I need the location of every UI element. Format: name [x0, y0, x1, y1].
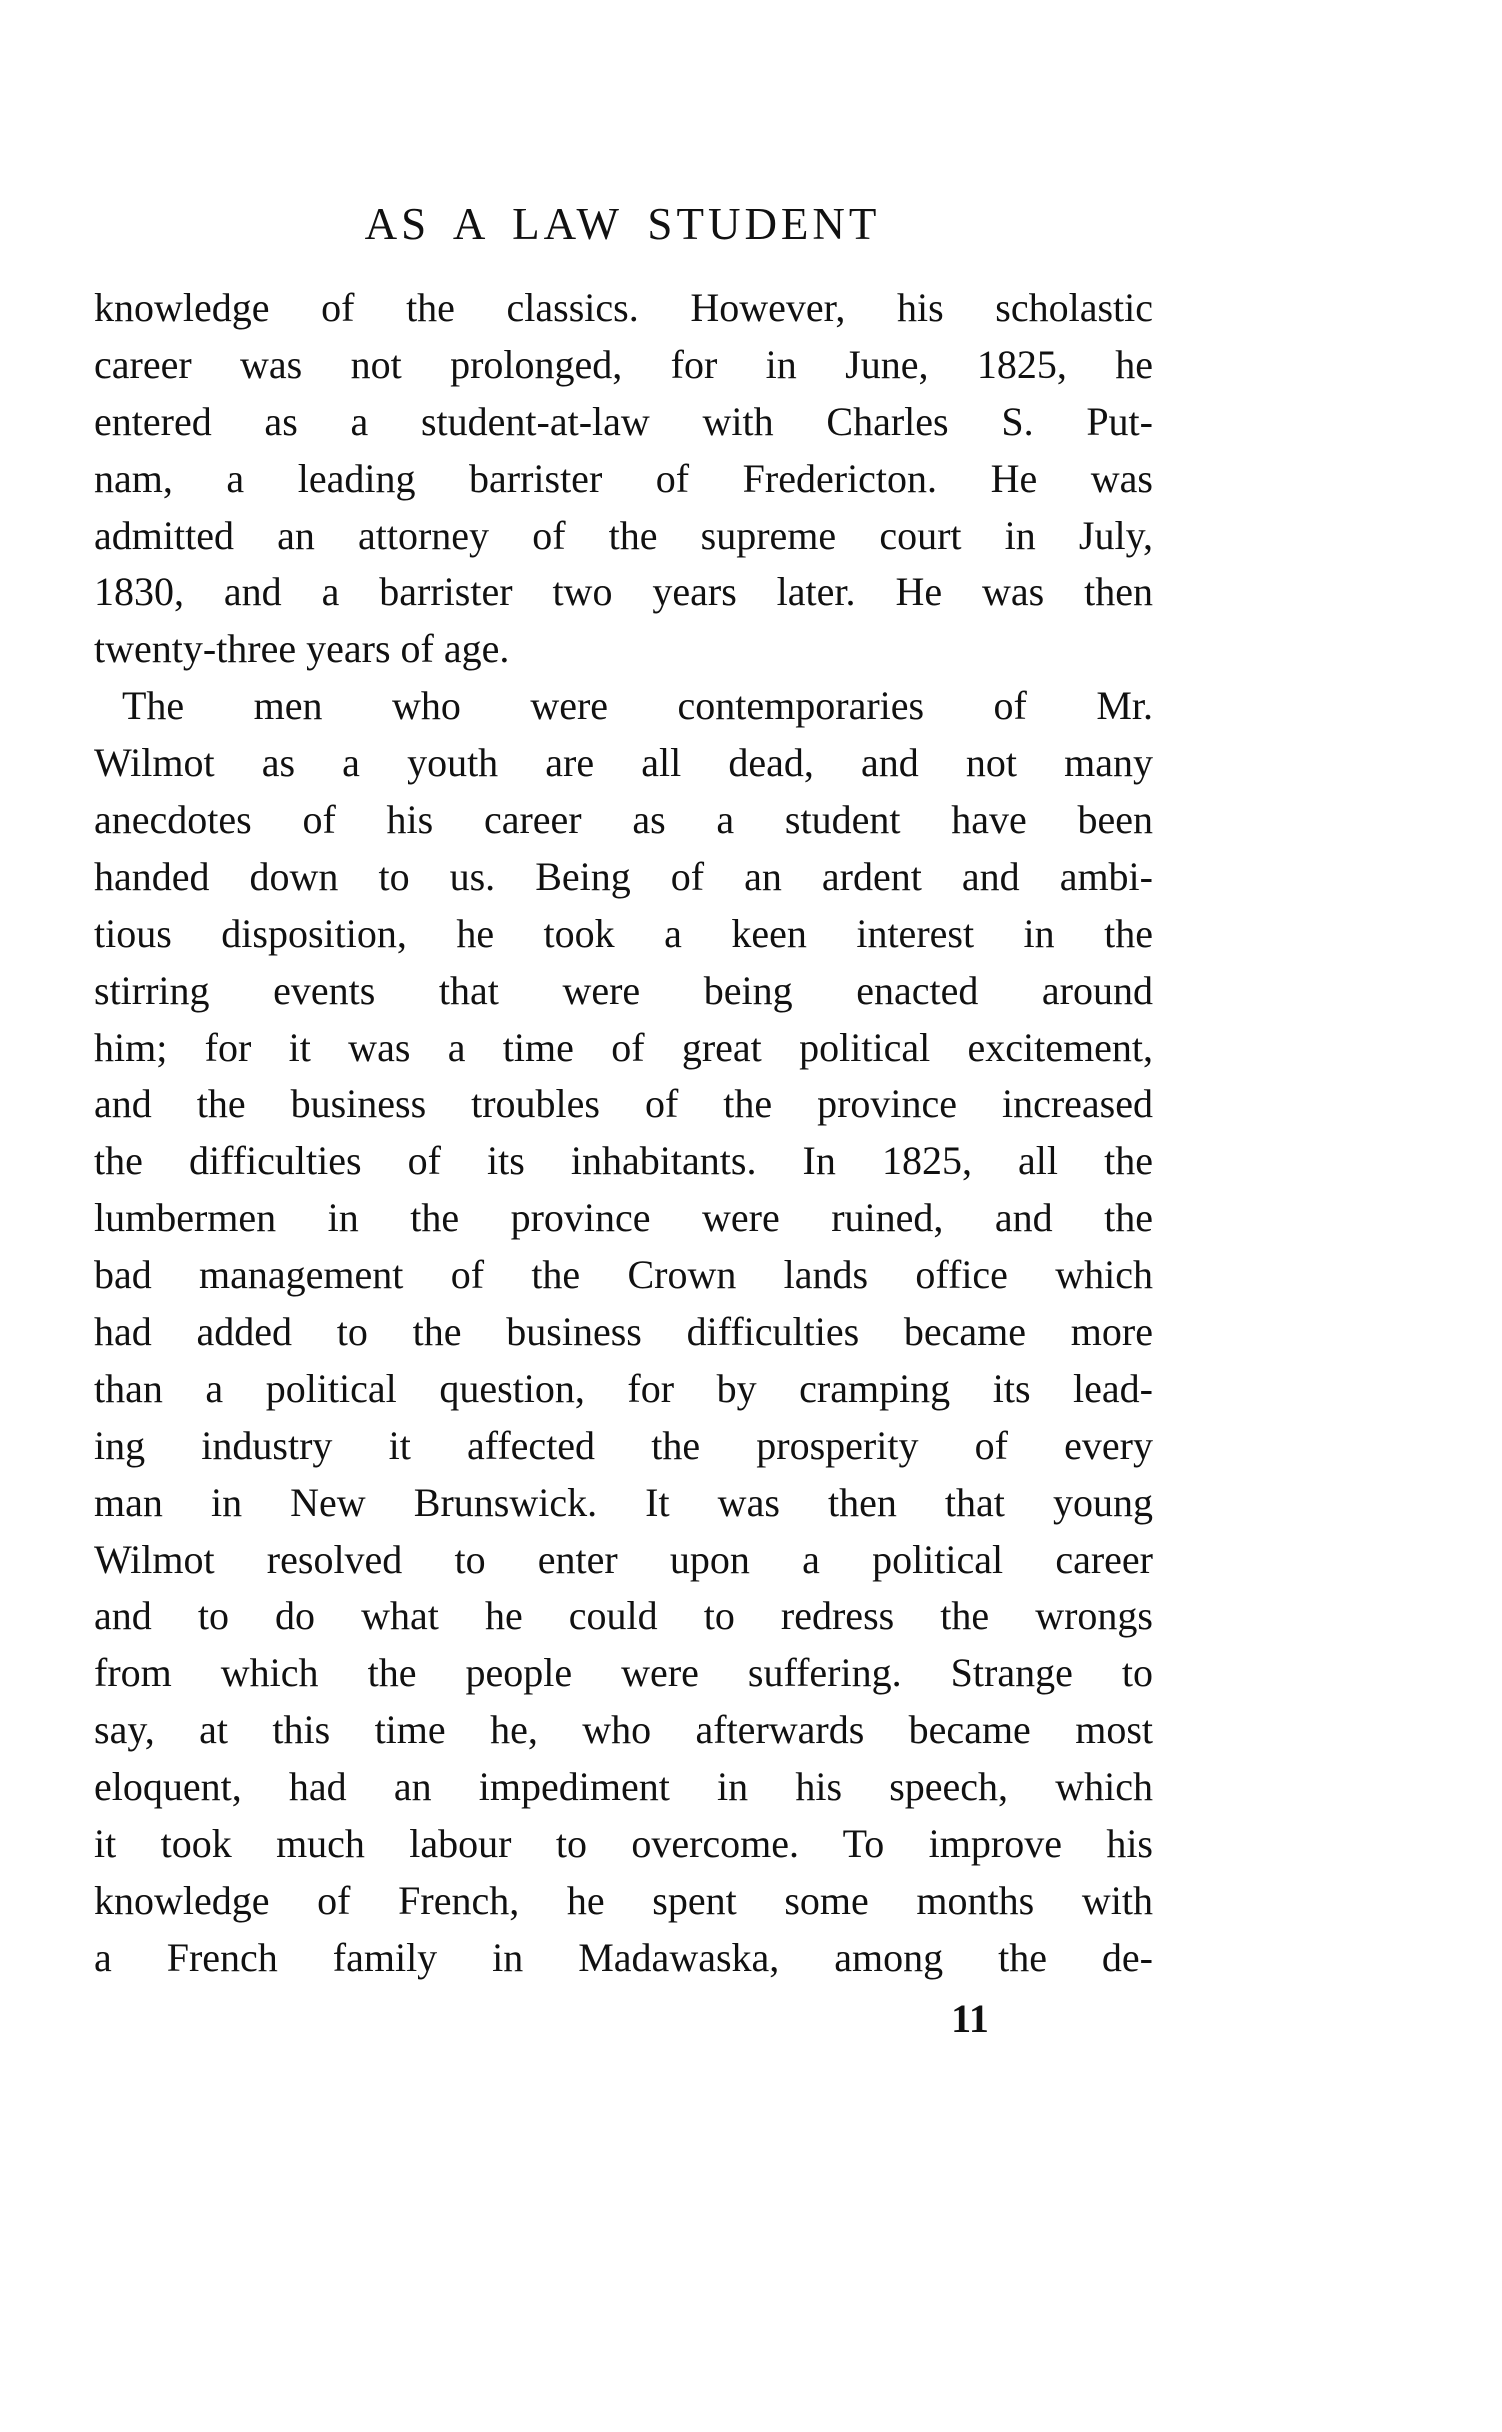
text-line: tious disposition, he took a keen interest in the [94, 910, 1153, 956]
text-line: anecdotes of his career as a student have been [94, 797, 1153, 843]
text-line: him; for it was a time of great political excitement, [94, 1024, 1153, 1070]
text-line: Wilmot as a youth are all dead, and not many [94, 740, 1153, 786]
text-line: career was not prolonged, for in June, 1825, he [94, 341, 1153, 387]
text-line: ing industry it affected the prosperity of every [94, 1422, 1153, 1468]
text-line: and the business troubles of the province increased [94, 1081, 1153, 1127]
body-text [94, 280, 1153, 1987]
text-line: stirring events that were being enacted around [94, 967, 1153, 1013]
text-line: knowledge of the classics. However, his scholastic [94, 285, 1153, 330]
text-line: 1830, and a barrister two years later. He was then [94, 569, 1153, 615]
text-line: The men who were contemporaries of Mr. [122, 683, 1153, 729]
text-line: and to do what he could to redress the wrongs [94, 1593, 1153, 1639]
text-line: the difficulties of its inhabitants. In 1825, all the [94, 1138, 1153, 1184]
text-line: twenty-three years of age. [94, 626, 510, 672]
text-line: a French family in Madawaska, among the de- [94, 1934, 1153, 1980]
text-line: bad management of the Crown lands office which [94, 1252, 1153, 1298]
text-line: man in New Brunswick. It was then that young [94, 1479, 1153, 1525]
text-line: lumbermen in the province were ruined, and the [94, 1195, 1153, 1241]
text-line: handed down to us. Being of an ardent and ambi- [94, 853, 1153, 899]
text-line: than a political question, for by cramping its lead- [94, 1365, 1153, 1411]
text-line: nam, a leading barrister of Fredericton. He was [94, 455, 1153, 501]
text-line: knowledge of French, he spent some months with [94, 1877, 1153, 1923]
text-line: from which the people were suffering. Strange to [94, 1650, 1153, 1696]
text-line: it took much labour to overcome. To improve his [94, 1821, 1153, 1867]
text-line: eloquent, had an impediment in his speech, which [94, 1764, 1153, 1810]
text-line: Wilmot resolved to enter upon a political career [94, 1536, 1153, 1582]
text-line: say, at this time he, who afterwards became most [94, 1707, 1153, 1753]
text-line: had added to the business difficulties became more [94, 1309, 1153, 1355]
text-line: entered as a student-at-law with Charles S. Put- [94, 398, 1153, 444]
text-line: admitted an attorney of the supreme court in July, [94, 512, 1153, 558]
page-number: 11 [951, 1996, 989, 2041]
running-title: AS A LAW STUDENT [364, 199, 881, 249]
